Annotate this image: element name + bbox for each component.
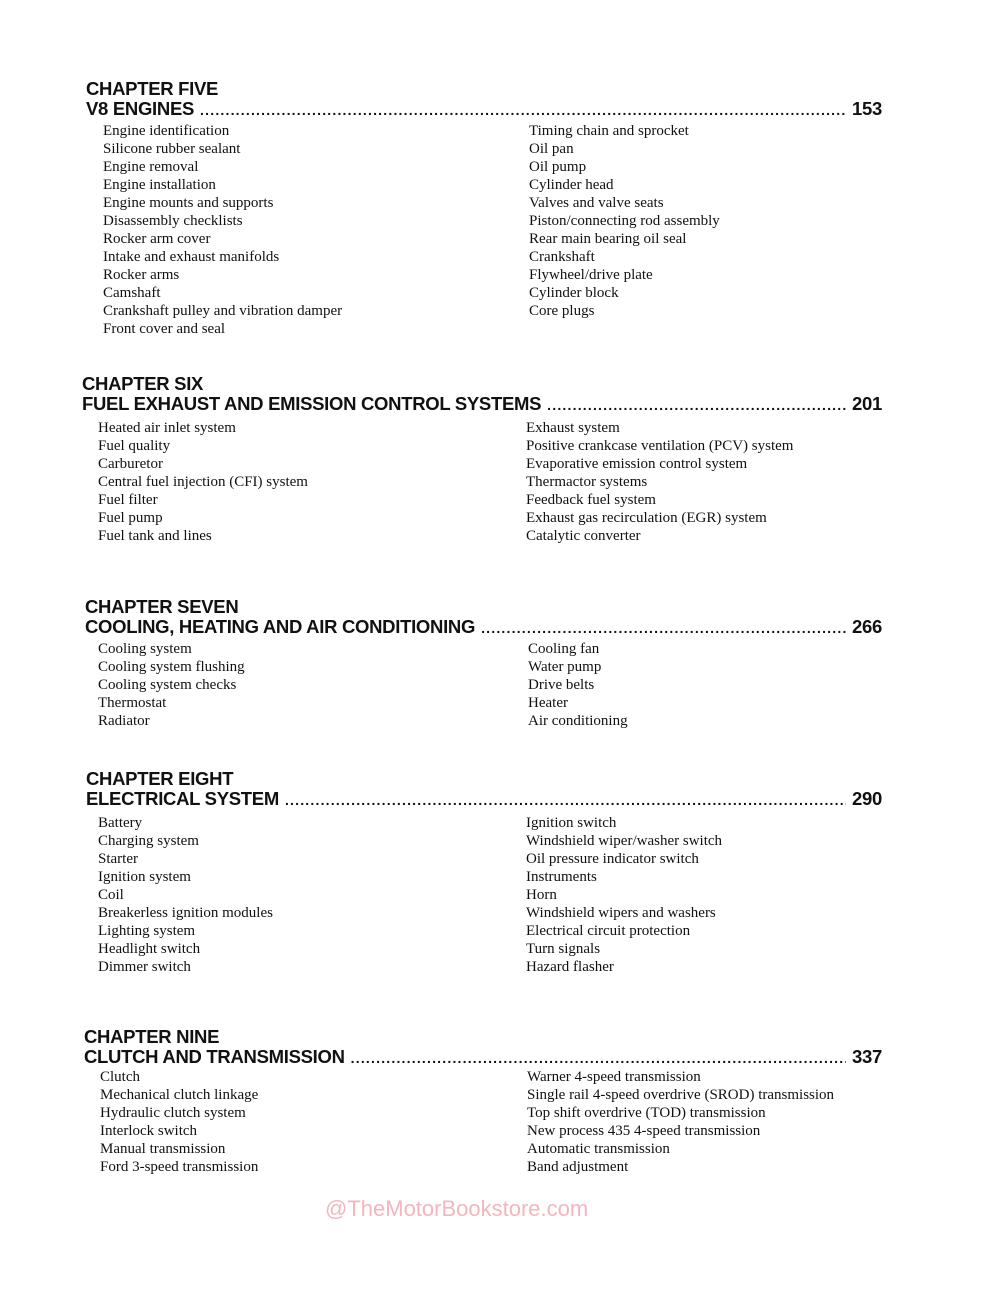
chapter-number: CHAPTER SIX (82, 373, 204, 394)
dot-leader (481, 620, 846, 636)
topic-item: Carburetor (98, 456, 163, 472)
topic-item: Interlock switch (100, 1123, 198, 1139)
topic-item: Horn (526, 887, 557, 903)
topic-item: Headlight switch (98, 941, 201, 957)
topic-item: Lighting system (98, 923, 196, 939)
topic-item: Exhaust system (526, 420, 620, 436)
topic-item: Cylinder block (529, 285, 619, 301)
topic-item: Positive crankcase ventilation (PCV) system (526, 438, 794, 454)
topic-list-right (529, 122, 720, 320)
topic-item: Heater (528, 695, 568, 711)
chapter-title: ELECTRICAL SYSTEM (86, 788, 279, 809)
topic-item: Thermostat (98, 695, 167, 711)
chapter-number: CHAPTER FIVE (86, 78, 219, 99)
topic-item: Crankshaft (529, 249, 595, 265)
topic-item: Intake and exhaust manifolds (103, 249, 280, 265)
topic-item: New process 435 4-speed transmission (527, 1123, 761, 1139)
topic-item: Ignition switch (526, 815, 617, 831)
topic-item: Breakerless ignition modules (98, 905, 273, 921)
topic-item: Mechanical clutch linkage (100, 1087, 259, 1103)
topic-item: Water pump (528, 659, 602, 675)
topic-item: Camshaft (103, 285, 161, 301)
topic-item: Thermactor systems (526, 474, 648, 490)
chapter-number: CHAPTER SEVEN (85, 596, 239, 617)
topic-item: Fuel filter (98, 492, 158, 508)
topic-item: Manual transmission (100, 1141, 226, 1157)
dot-leader (285, 792, 846, 808)
topic-item: Fuel pump (98, 510, 163, 526)
topic-item: Air conditioning (528, 713, 628, 729)
topic-item: Cooling system (98, 641, 192, 657)
topic-item: Oil pump (529, 159, 587, 175)
topic-item: Cooling system flushing (98, 659, 245, 675)
topic-item: Oil pan (529, 141, 574, 157)
topic-list-left (98, 419, 308, 545)
topic-item: Radiator (98, 713, 150, 729)
topic-item: Central fuel injection (CFI) system (98, 474, 308, 490)
chapter-number: CHAPTER EIGHT (86, 768, 234, 789)
topic-item: Exhaust gas recirculation (EGR) system (526, 510, 767, 526)
topic-item: Automatic transmission (527, 1141, 670, 1157)
topic-list-right (526, 419, 793, 545)
topic-item: Dimmer switch (98, 959, 191, 975)
topic-item: Coil (98, 887, 124, 903)
topic-item: Turn signals (526, 941, 601, 957)
topic-item: Top shift overdrive (TOD) transmission (527, 1105, 766, 1121)
topic-item: Engine identification (103, 123, 230, 139)
topic-item: Fuel tank and lines (98, 528, 212, 544)
topic-item: Cylinder head (529, 177, 614, 193)
topic-item: Flywheel/drive plate (529, 267, 653, 283)
chapter-number: CHAPTER NINE (84, 1026, 220, 1047)
topic-item: Rocker arm cover (103, 231, 211, 247)
topic-list-right (527, 1068, 834, 1176)
chapter-heading (82, 393, 882, 415)
topic-item: Front cover and seal (103, 321, 226, 337)
topic-item: Engine removal (103, 159, 199, 175)
topic-list-left (98, 814, 273, 976)
topic-item: Crankshaft pulley and vibration damper (103, 303, 343, 319)
topic-item: Valves and valve seats (529, 195, 664, 211)
topic-item: Band adjustment (527, 1159, 629, 1175)
topic-item: Engine installation (103, 177, 216, 193)
topic-item: Ford 3-speed transmission (100, 1159, 259, 1175)
topic-list-left (98, 640, 245, 730)
chapter-heading (86, 98, 882, 120)
page-number: 337 (852, 1046, 882, 1067)
dot-leader (547, 397, 846, 413)
topic-item: Single rail 4-speed overdrive (SROD) transmission (527, 1087, 835, 1103)
chapter-title: FUEL EXHAUST AND EMISSION CONTROL SYSTEMS (82, 393, 542, 414)
topic-item: Engine mounts and supports (103, 195, 274, 211)
topic-list-left (100, 1068, 258, 1176)
topic-item: Battery (98, 815, 143, 831)
topic-item: Core plugs (529, 303, 595, 319)
topic-item: Oil pressure indicator switch (526, 851, 699, 867)
topic-item: Catalytic converter (526, 528, 641, 544)
topic-list-right (526, 814, 722, 976)
topic-item: Hydraulic clutch system (100, 1105, 246, 1121)
watermark: @TheMotorBookstore.com (325, 1196, 589, 1221)
topic-item: Evaporative emission control system (526, 456, 748, 472)
topic-item: Fuel quality (98, 438, 171, 454)
page-number: 266 (852, 616, 882, 637)
chapter-title: V8 ENGINES (86, 98, 195, 119)
topic-item: Silicone rubber sealant (103, 141, 241, 157)
topic-item: Hazard flasher (526, 959, 614, 975)
topic-item: Heated air inlet system (98, 420, 236, 436)
topic-item: Cooling system checks (98, 677, 237, 693)
topic-item: Rear main bearing oil seal (529, 231, 687, 247)
topic-list-left (103, 122, 342, 338)
chapter-heading (86, 788, 882, 810)
topic-item: Windshield wipers and washers (526, 905, 716, 921)
chapter-title: COOLING, HEATING AND AIR CONDITIONING (85, 616, 476, 637)
dot-leader (351, 1050, 846, 1066)
topic-item: Charging system (98, 833, 199, 849)
page-number: 153 (852, 98, 882, 119)
topic-item: Electrical circuit protection (526, 923, 691, 939)
topic-item: Starter (98, 851, 138, 867)
chapter-heading (84, 1046, 882, 1068)
topic-item: Drive belts (528, 677, 595, 693)
topic-item: Rocker arms (103, 267, 180, 283)
page-number: 290 (852, 788, 882, 809)
topic-item: Instruments (526, 869, 597, 885)
topic-item: Windshield wiper/washer switch (526, 833, 723, 849)
topic-item: Cooling fan (528, 641, 600, 657)
topic-item: Disassembly checklists (103, 213, 243, 229)
topic-item: Warner 4-speed transmission (527, 1069, 701, 1085)
topic-item: Piston/connecting rod assembly (529, 213, 720, 229)
topic-item: Feedback fuel system (526, 492, 656, 508)
chapter-heading (85, 616, 882, 638)
topic-item: Clutch (100, 1069, 140, 1085)
topic-item: Timing chain and sprocket (529, 123, 689, 139)
topic-list-right (528, 640, 628, 730)
dot-leader (200, 102, 846, 118)
chapter-title: CLUTCH AND TRANSMISSION (84, 1046, 345, 1067)
page-number: 201 (852, 393, 882, 414)
topic-item: Ignition system (98, 869, 191, 885)
